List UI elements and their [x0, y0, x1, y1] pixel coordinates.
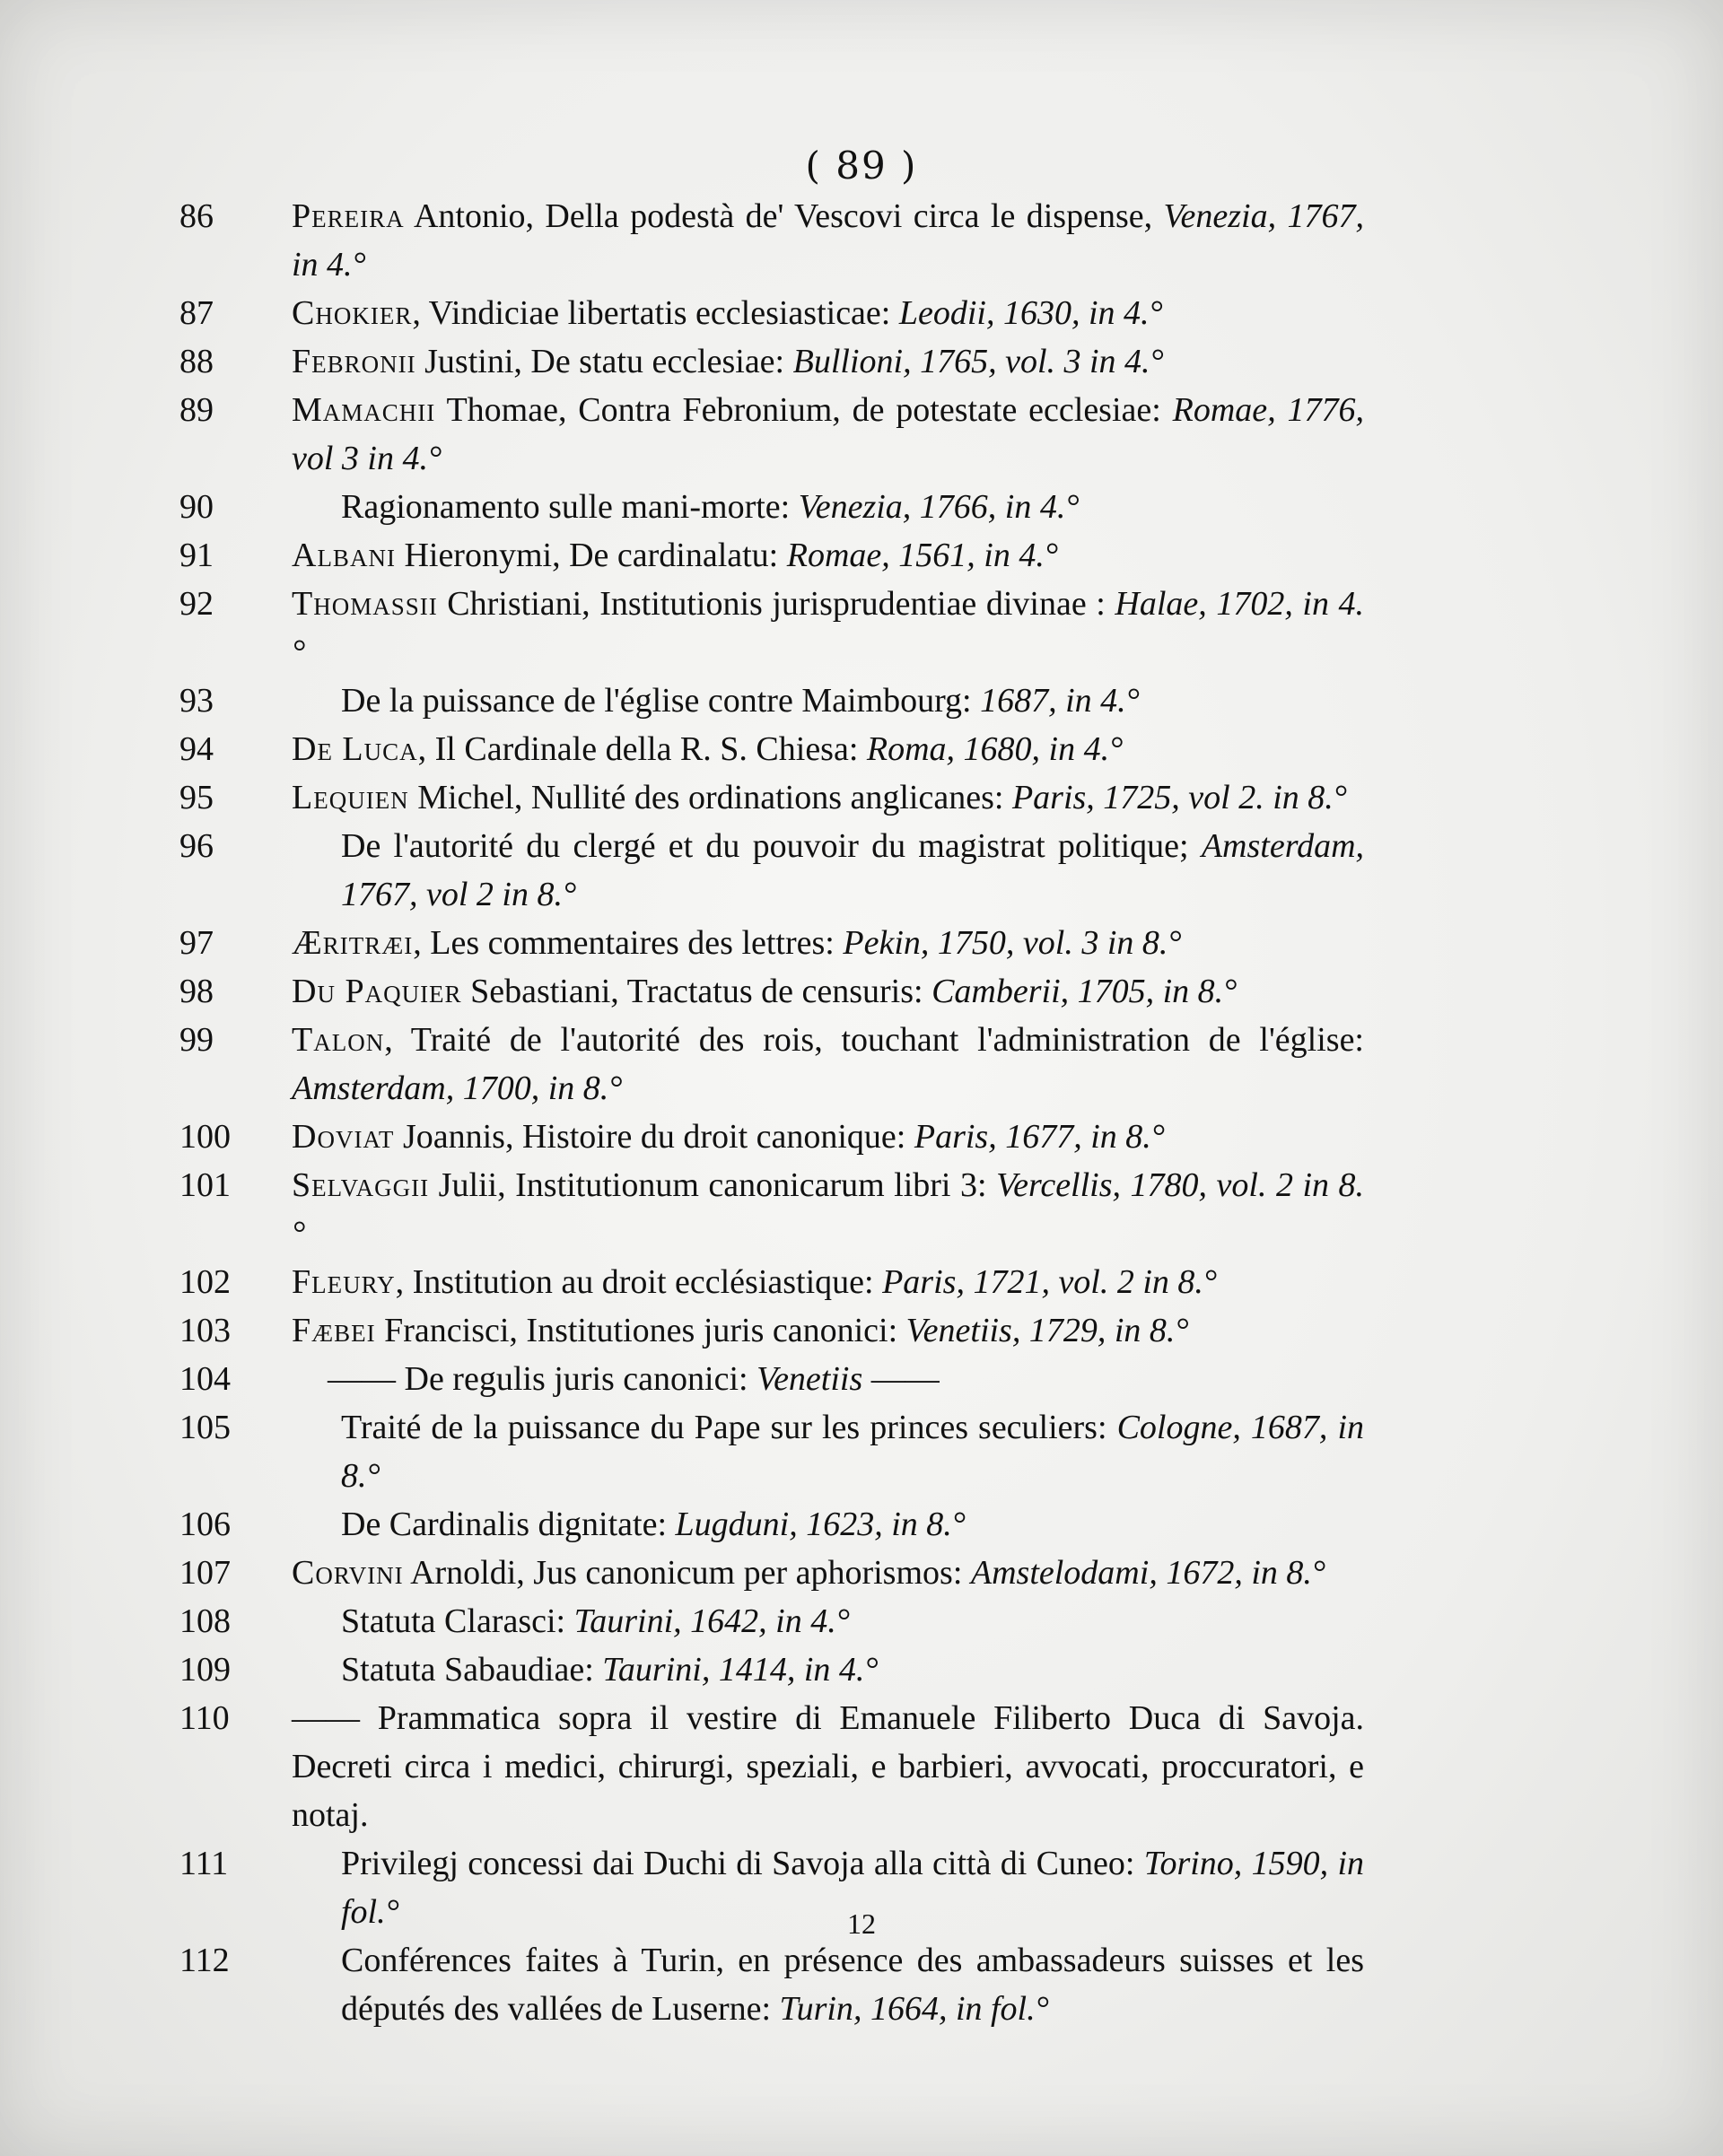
catalog-entry [179, 725, 1364, 773]
entry-title: Traité de la puissance du Pape sur les princes seculiers: [341, 1409, 1107, 1446]
catalog-entry [179, 483, 1364, 531]
entry-title: Ragionamento sulle mani-morte: [341, 488, 791, 526]
entry-author: Du Paquier [292, 973, 462, 1010]
entry-author: Albani [292, 537, 396, 574]
catalog-entry [179, 289, 1364, 337]
entry-author: Corvini [292, 1554, 404, 1592]
entry-details: , 1677, in 8.° [988, 1118, 1165, 1156]
entry-place: Vercellis [996, 1166, 1113, 1204]
entry-title: Conférences faites à Turin, en présence des ambassadeurs suisses et les députés des vallées de Luserne: [341, 1942, 1364, 2028]
entry-details: , 1664, in fol.° [853, 1990, 1049, 2028]
entry-author: Fleury [292, 1263, 396, 1301]
catalog-entry [179, 919, 1364, 967]
entry-number: 108 [179, 1602, 231, 1640]
entry-details: , 1700, in 8.° [445, 1069, 623, 1107]
entry-place: Romae [786, 537, 882, 574]
catalog-entry [179, 676, 1364, 725]
entry-title: Justini, De statu ecclesiae: [424, 343, 785, 380]
entry-number: 94 [179, 730, 214, 768]
entry-details: , 1414, in 4.° [701, 1651, 879, 1689]
entry-details: , 1672, in 8.° [1149, 1554, 1326, 1592]
entry-details: , 1721, vol. 2 in 8.° [956, 1263, 1218, 1301]
entry-author: Talon [292, 1021, 385, 1059]
entry-number: 107 [179, 1554, 231, 1592]
entry-number: 87 [179, 294, 214, 332]
entry-author: Febronii [292, 343, 416, 380]
entry-place: Amstelodami [970, 1554, 1150, 1592]
entry-author: Pereira [292, 197, 405, 235]
catalog-entry [179, 967, 1364, 1016]
catalog-entry [179, 337, 1364, 386]
entry-author: Selvaggii [292, 1166, 430, 1204]
entry-place: Amsterdam [292, 1069, 446, 1107]
catalog-entry [179, 1161, 1364, 1258]
entry-title: Sebastiani, Tractatus de censuris: [470, 973, 923, 1010]
entry-details: , 1766, in 4.° [902, 488, 1080, 526]
entry-number: 90 [179, 488, 214, 526]
entry-details: —— [862, 1360, 940, 1398]
entry-place: Camberii [931, 973, 1061, 1010]
entry-details: , 1623, in 8.° [789, 1506, 966, 1543]
entry-author: Doviat [292, 1118, 395, 1156]
catalog-entry [179, 1500, 1364, 1549]
entry-number: 105 [179, 1409, 231, 1446]
entry-details: , 1725, vol 2. in 8.° [1086, 779, 1347, 816]
entry-title: , Il Cardinale della R. S. Chiesa: [417, 730, 859, 768]
entry-title: , Traité de l'autorité des rois, touchant l'administration de l'église: [384, 1021, 1364, 1059]
entry-number: 106 [179, 1506, 231, 1543]
entry-details: , 1687, in 8.° [341, 1409, 1365, 1495]
entry-author: Lequien [292, 779, 409, 816]
entry-number: 93 [179, 682, 214, 720]
entry-place: Romae [1172, 391, 1268, 429]
entry-title: Statuta Clarasci: [341, 1602, 566, 1640]
catalog-entry [179, 1113, 1364, 1161]
entry-details: , 1702, in 4.° [292, 585, 1365, 671]
entry-place: Pekin [843, 924, 921, 962]
entry-title: Michel, Nullité des ordinations anglicanes: [417, 779, 1004, 816]
entry-place: Venezia [1163, 197, 1268, 235]
entry-place: Halae [1115, 585, 1199, 623]
entry-place: Lugduni [675, 1506, 790, 1543]
entry-place: Cologne [1116, 1409, 1233, 1446]
entry-title: , Les commentaires des lettres: [413, 924, 835, 962]
entry-author: Æritræi [292, 924, 414, 962]
entry-title: Privilegj concessi dai Duchi di Savoja alla città di Cuneo: [341, 1845, 1135, 1882]
entry-details: 1687, in 4.° [980, 682, 1140, 720]
entry-number: 92 [179, 585, 214, 623]
entry-number: 104 [179, 1360, 231, 1398]
entry-title: De la puissance de l'église contre Maimbourg: [341, 682, 972, 720]
entry-number: 111 [179, 1845, 229, 1882]
entry-title: —— Prammatica sopra il vestire di Emanuele Filiberto Duca di Savoja. Decreti circa i medici, chirurgi, speziali, e barbieri, avvocati, proccuratori, e notaj. [292, 1699, 1364, 1834]
entry-place: Venetiis [905, 1312, 1012, 1349]
entry-details: , 1729, in 8.° [1011, 1312, 1189, 1349]
entry-place: Paris [882, 1263, 957, 1301]
entry-title: , Vindiciae libertatis ecclesiasticae: [412, 294, 891, 332]
entry-title: Joannis, Histoire du droit canonique: [402, 1118, 906, 1156]
entry-author: Mamachii [292, 391, 436, 429]
catalog-entry [179, 1936, 1364, 2033]
entry-author: Chokier [292, 294, 413, 332]
entry-place: Torino [1143, 1845, 1234, 1882]
entry-number: 101 [179, 1166, 231, 1204]
entry-details: , 1765, vol. 3 in 4.° [903, 343, 1164, 380]
entry-number: 95 [179, 779, 214, 816]
entry-number: 112 [179, 1942, 230, 1979]
catalog-entries [179, 192, 1364, 2033]
entry-author: Thomassii [292, 585, 438, 623]
entry-number: 103 [179, 1312, 231, 1349]
entry-details: , 1590, in fol.° [341, 1845, 1365, 1931]
entry-title: , Institution au droit ecclésiastique: [395, 1263, 874, 1301]
entry-title: Francisci, Institutiones juris canonici: [384, 1312, 898, 1349]
entry-details: , 1767, in 4.° [292, 197, 1365, 284]
entry-place: Leodii [898, 294, 986, 332]
catalog-entry [179, 1258, 1364, 1306]
signature-mark: 12 [847, 1907, 876, 1940]
entry-number: 102 [179, 1263, 231, 1301]
entry-place: Venezia [798, 488, 903, 526]
entry-details: , 1561, in 4.° [881, 537, 1059, 574]
entry-title: Christiani, Institutionis jurisprudentiae divinae : [447, 585, 1106, 623]
page-number: ( 89 ) [805, 144, 918, 188]
entry-details: , 1705, in 8.° [1060, 973, 1238, 1010]
entry-place: Venetiis [757, 1360, 863, 1398]
entry-title: Hieronymi, De cardinalatu: [404, 537, 779, 574]
entry-number: 86 [179, 197, 214, 235]
entry-place: Bullioni [792, 343, 904, 380]
entry-place: Paris [914, 1118, 989, 1156]
entry-title: Statuta Sabaudiae: [341, 1651, 594, 1689]
catalog-entry [179, 531, 1364, 580]
entry-place: Paris [1011, 779, 1087, 816]
catalog-entry [179, 773, 1364, 822]
entry-details: , 1767, vol 2 in 8.° [341, 827, 1365, 913]
catalog-entry [179, 1645, 1364, 1694]
entry-place: Taurini [573, 1602, 674, 1640]
entry-number: 99 [179, 1021, 214, 1059]
entry-details: , 1780, vol. 2 in 8.° [292, 1166, 1365, 1253]
entry-title: De Cardinalis dignitate: [341, 1506, 668, 1543]
entry-number: 110 [179, 1699, 230, 1737]
entry-title: Julii, Institutionum canonicarum libri 3: [438, 1166, 987, 1204]
entry-title: —— De regulis juris canonici: [328, 1360, 748, 1398]
catalog-entry [179, 1549, 1364, 1597]
entry-place: Roma [866, 730, 947, 768]
catalog-entry [179, 1597, 1364, 1645]
entry-number: 89 [179, 391, 214, 429]
entry-number: 97 [179, 924, 214, 962]
entry-details: , 1750, vol. 3 in 8.° [920, 924, 1182, 962]
entry-number: 98 [179, 973, 214, 1010]
entry-number: 96 [179, 827, 214, 865]
entry-details: , 1680, in 4.° [946, 730, 1124, 768]
entry-title: Thomae, Contra Febronium, de potestate ecclesiae: [446, 391, 1161, 429]
entry-number: 109 [179, 1651, 231, 1689]
entry-author: De Luca [292, 730, 418, 768]
catalog-entry [179, 1694, 1364, 1839]
catalog-entry [179, 386, 1364, 483]
entry-number: 91 [179, 537, 214, 574]
catalog-entry [179, 580, 1364, 676]
catalog-entry [179, 1355, 1364, 1403]
entry-title: De l'autorité du clergé et du pouvoir du magistrat politique; [341, 827, 1189, 865]
entry-place: Turin [779, 1990, 853, 2028]
catalog-entry [179, 1306, 1364, 1355]
entry-details: , 1630, in 4.° [985, 294, 1163, 332]
entry-details: , 1642, in 4.° [673, 1602, 850, 1640]
catalog-entry [179, 1403, 1364, 1500]
entry-title: Antonio, Della podestà de' Vescovi circa le dispense, [413, 197, 1153, 235]
catalog-entry [179, 822, 1364, 919]
entry-author: Fæbei [292, 1312, 376, 1349]
entry-place: Taurini [602, 1651, 702, 1689]
entry-number: 100 [179, 1118, 231, 1156]
catalog-entry [179, 1016, 1364, 1113]
entry-place: Amsterdam [1201, 827, 1356, 865]
entry-details: , 1776, vol 3 in 4.° [292, 391, 1365, 477]
entry-title: Arnoldi, Jus canonicum per aphorismos: [410, 1554, 963, 1592]
catalog-entry [179, 192, 1364, 289]
entry-number: 88 [179, 343, 214, 380]
